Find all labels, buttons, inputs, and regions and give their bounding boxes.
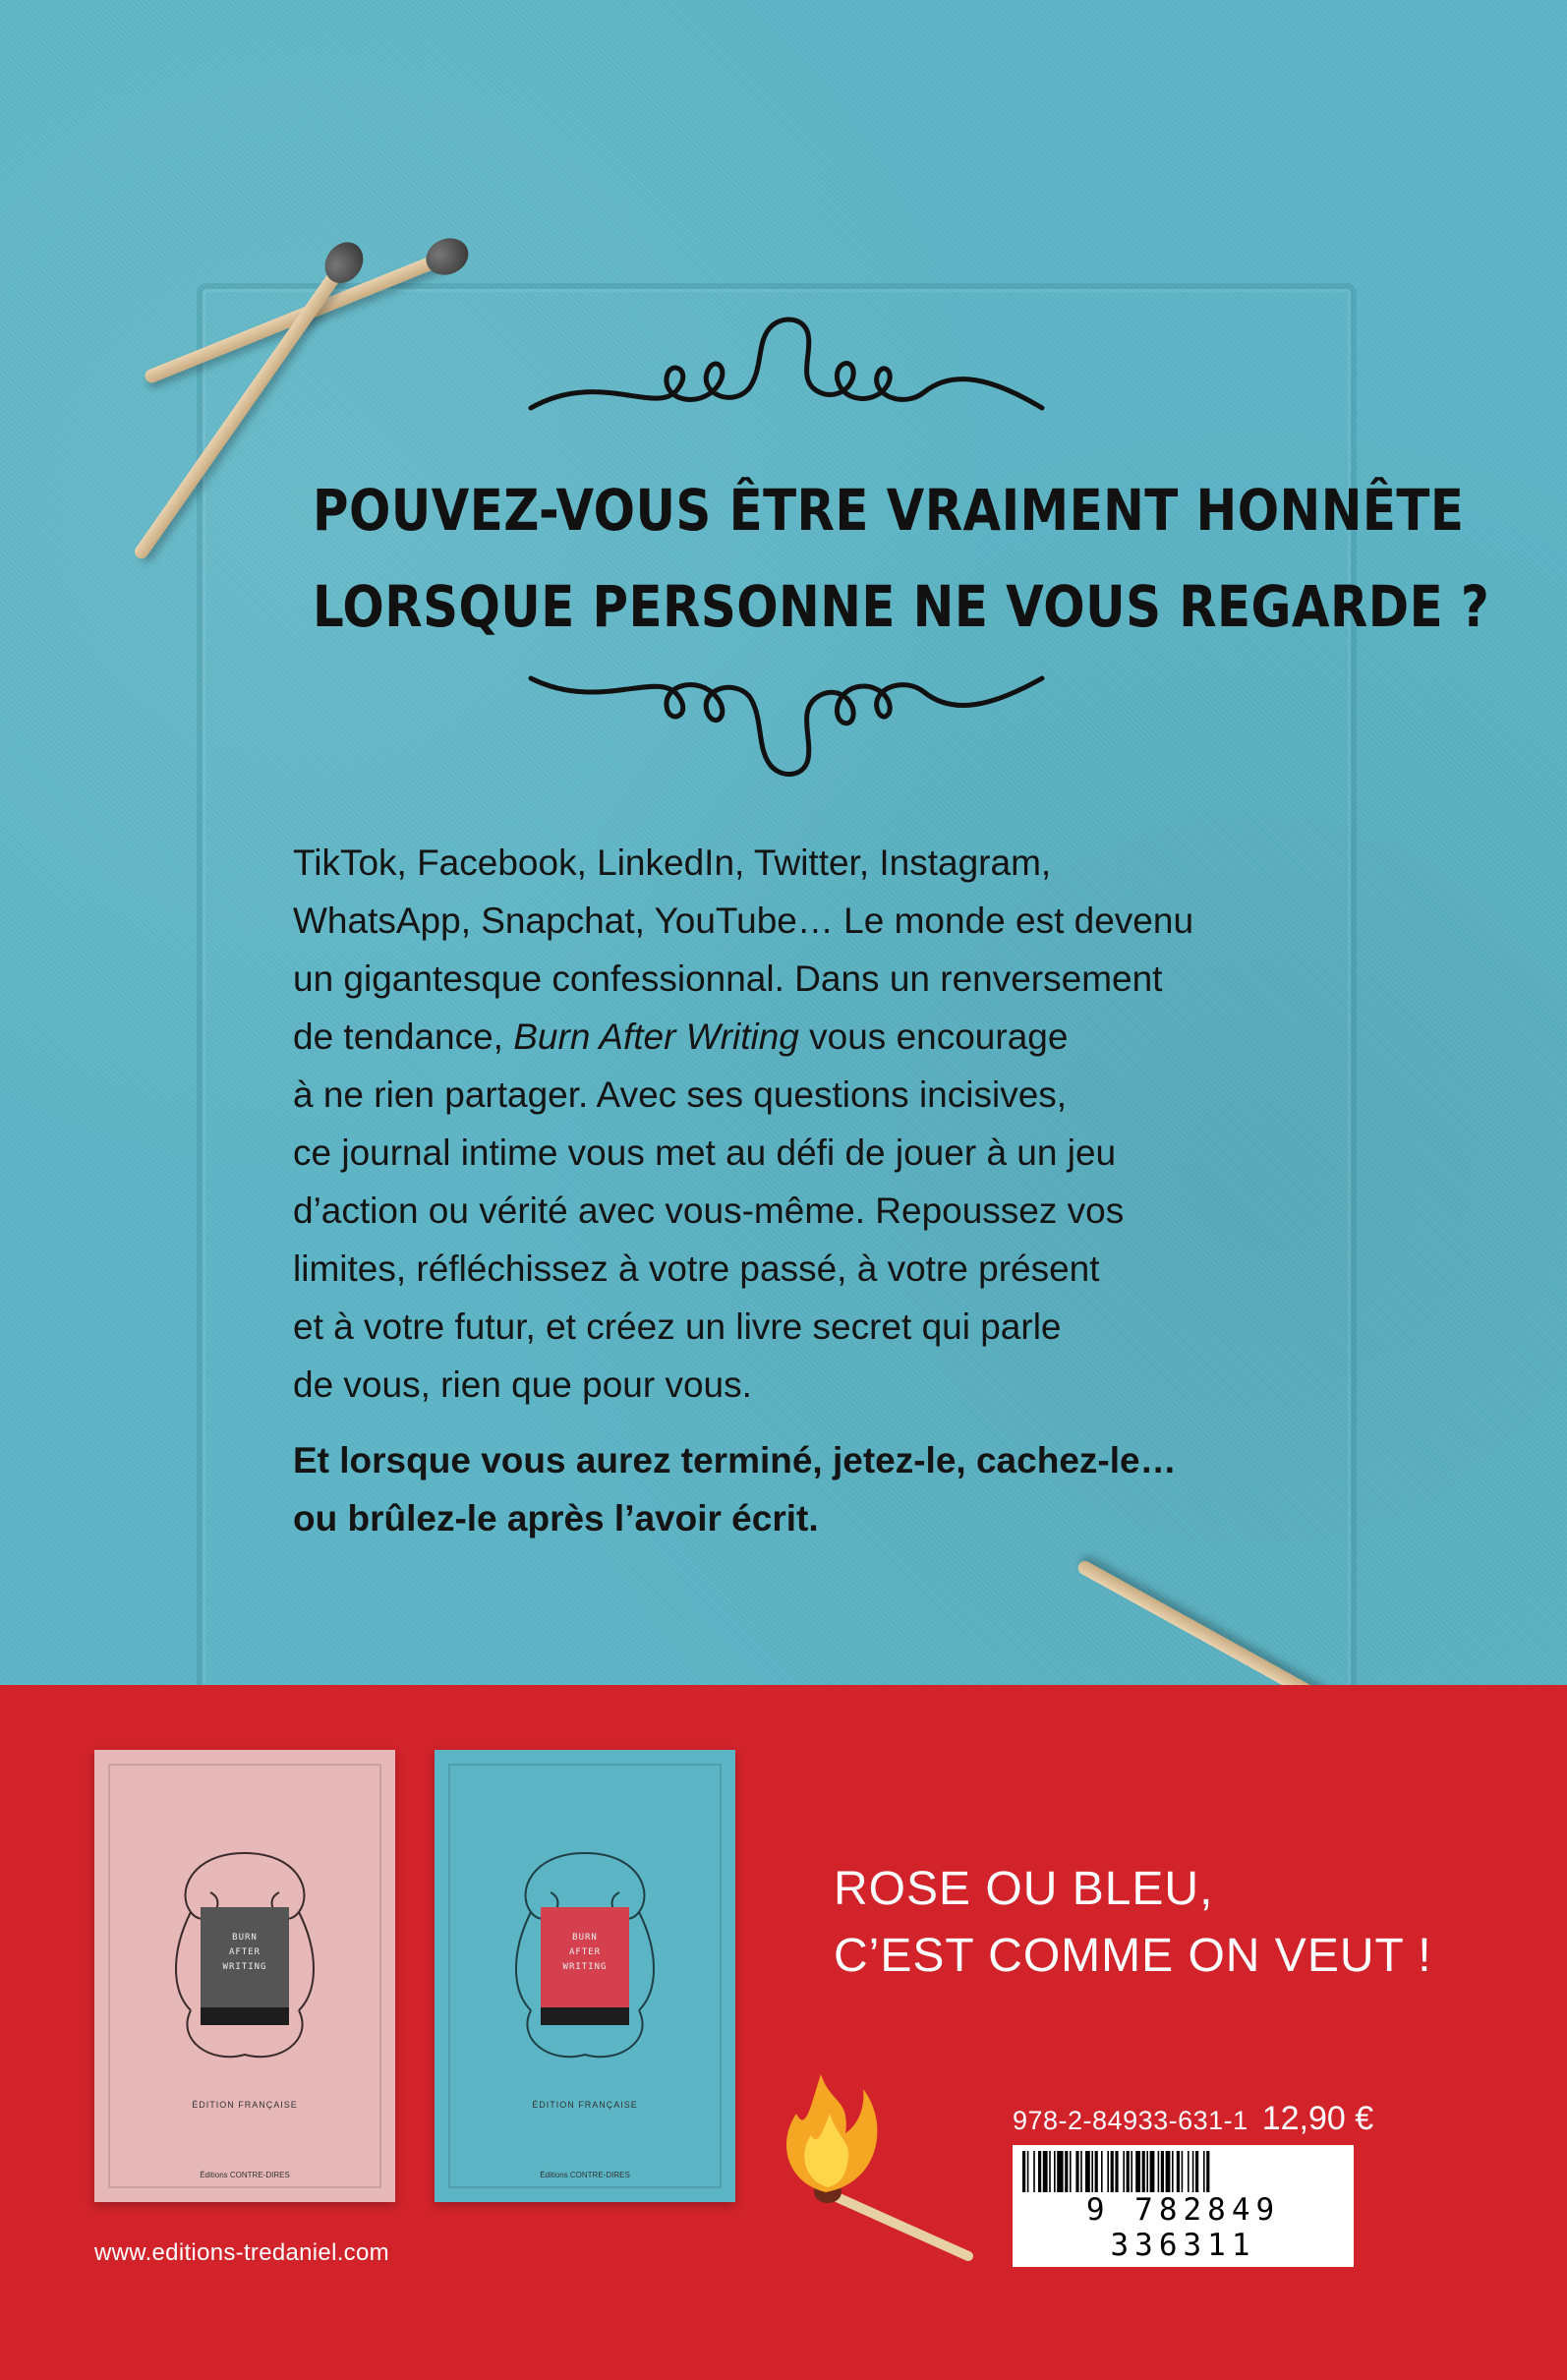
book-edition: ÉDITION FRANÇAISE <box>192 2100 298 2110</box>
blurb-line: de vous, rien que pour vous. <box>293 1364 752 1405</box>
blurb-line: ou brûlez-le après l’avoir écrit. <box>293 1498 819 1538</box>
flourish-ornament-bottom <box>521 668 1052 786</box>
barcode-digits: 9 782849 336311 <box>1013 2192 1354 2263</box>
book-title-italic: Burn After Writing <box>513 1016 799 1057</box>
book-title-line: AFTER <box>568 1947 602 1957</box>
book-title-line: WRITING <box>562 1962 608 1972</box>
blurb <box>293 834 1335 1547</box>
blurb-line: Et lorsque vous aurez terminé, jetez-le, cachez-le… <box>293 1440 1177 1480</box>
blurb-paragraph <box>293 834 1335 1414</box>
flame-icon <box>767 2045 993 2271</box>
blurb-line: TikTok, Facebook, LinkedIn, Twitter, Instagram, <box>293 842 1052 883</box>
book-title-line: AFTER <box>228 1947 261 1957</box>
isbn: 978-2-84933-631-1 <box>1013 2106 1248 2135</box>
flourish-ornament-top <box>521 310 1052 428</box>
blurb-line: WhatsApp, Snapchat, YouTube… Le monde est devenu <box>293 900 1194 941</box>
headline-line: LORSQUE PERSONNE NE VOUS REGARDE ? <box>312 573 1490 640</box>
blurb-line: à ne rien partager. Avec ses questions incisives, <box>293 1074 1068 1115</box>
blurb-line <box>293 1008 1335 1066</box>
book-thumbnail-pink <box>94 1750 395 2202</box>
slogan-line: ROSE OU BLEU, <box>834 1863 1214 1915</box>
blurb-closing <box>293 1431 1335 1547</box>
blurb-line: d’action ou vérité avec vous-même. Repoussez vos <box>293 1190 1125 1231</box>
blurb-line: ce journal intime vous met au défi de jouer à un jeu <box>293 1132 1117 1173</box>
book-label <box>541 1907 629 2025</box>
blurb-line: et à votre futur, et créez un livre secret qui parle <box>293 1306 1062 1347</box>
book-publisher: Éditions CONTRE-DIRES <box>200 2171 290 2179</box>
book-thumbnail-blue <box>435 1750 735 2202</box>
headline-line: POUVEZ-VOUS ÊTRE VRAIMENT HONNÊTE <box>312 477 1465 544</box>
book-edition: ÉDITION FRANÇAISE <box>532 2100 638 2110</box>
book-title-line: BURN <box>572 1933 598 1943</box>
blurb-line: un gigantesque confessionnal. Dans un renversement <box>293 958 1163 999</box>
price: 12,90 € <box>1261 2100 1374 2137</box>
publisher-website: www.editions-tredaniel.com <box>94 2239 389 2266</box>
isbn-price <box>1013 2100 1373 2138</box>
blurb-text: vous encourage <box>798 1016 1069 1057</box>
book-publisher: Éditions CONTRE-DIRES <box>540 2171 630 2179</box>
slogan-line: C’EST COMME ON VEUT ! <box>834 1930 1432 1982</box>
barcode <box>1013 2145 1354 2267</box>
book-label <box>201 1907 289 2025</box>
headline <box>312 462 1490 655</box>
book-title-line: BURN <box>232 1933 258 1943</box>
blurb-text: de tendance, <box>293 1016 514 1057</box>
slogan <box>834 1856 1432 1990</box>
book-title-line: WRITING <box>222 1962 267 1972</box>
blurb-line: limites, réfléchissez à votre passé, à votre présent <box>293 1248 1100 1289</box>
